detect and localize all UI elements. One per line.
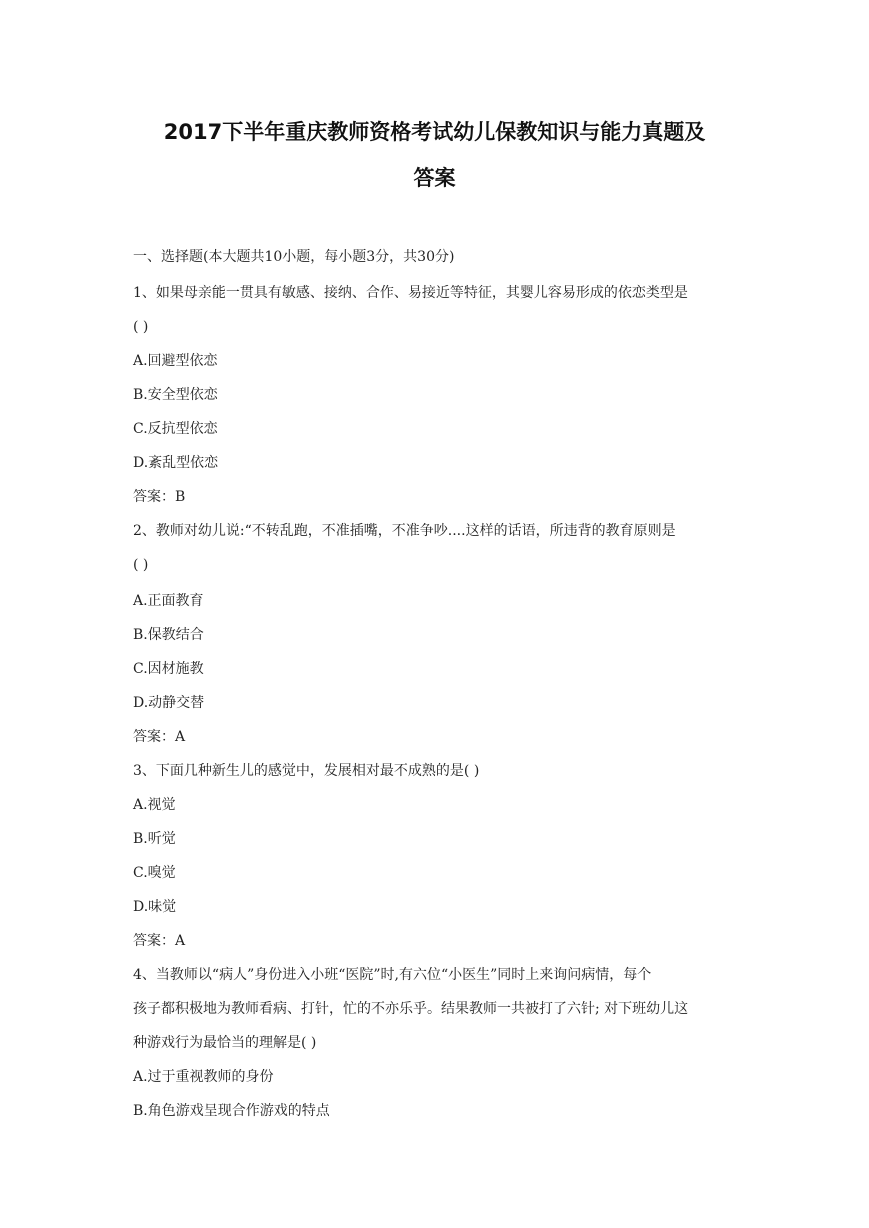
question-3-option-b: B.听觉 <box>133 831 176 847</box>
question-2-option-b: B.保教结合 <box>133 627 204 643</box>
question-1-option-b: B.安全型依恋 <box>133 387 218 403</box>
question-4-option-b: B.角色游戏呈现合作游戏的特点 <box>133 1103 330 1119</box>
document-title-line-2: 答案 <box>413 166 456 190</box>
question-1-stem-line-1: 1、如果母亲能一贯具有敏感、接纳、合作、易接近等特征，其婴儿容易形成的依恋类型是 <box>133 285 688 301</box>
question-1-answer: 答案：B <box>133 489 186 505</box>
question-4-stem-line-2: 孩子都积极地为教师看病、打针，忙的不亦乐乎。结果教师一共被打了六针; 对下班幼儿这 <box>133 1001 689 1017</box>
question-4-stem-line-1: 4、当教师以“病人”身份进入小班“医院”时,有六位“小医生”同时上来询问病情，每个 <box>133 967 652 983</box>
question-1-stem-line-2: ( ) <box>133 319 149 335</box>
question-3-option-d: D.味觉 <box>133 899 177 915</box>
question-4-stem-line-3: 种游戏行为最恰当的理解是( ) <box>133 1035 317 1051</box>
document-title-line-1: 2017下半年重庆教师资格考试幼儿保教知识与能力真题及 <box>163 120 706 144</box>
question-3-option-c: C.嗅觉 <box>133 865 176 881</box>
question-2-stem-line-2: ( ) <box>133 557 149 573</box>
section-header: 一、选择题(本大题共10小题，每小题3分，共30分) <box>133 249 455 265</box>
question-1-option-a: A.回避型依恋 <box>133 353 218 369</box>
question-1-option-d: D.紊乱型依恋 <box>133 455 219 471</box>
question-1-option-c: C.反抗型依恋 <box>133 421 218 437</box>
question-4-option-a: A.过于重视教师的身份 <box>133 1069 274 1085</box>
question-2-option-c: C.因材施教 <box>133 661 204 677</box>
question-2-option-a: A.正面教育 <box>133 593 204 609</box>
question-3-answer: 答案：A <box>133 933 186 949</box>
question-2-answer: 答案：A <box>133 729 186 745</box>
question-2-stem-line-1: 2、教师对幼儿说:“不转乱跑，不准插嘴，不准争吵....这样的话语，所违背的教育原则是 <box>133 523 676 539</box>
question-3-option-a: A.视觉 <box>133 797 176 813</box>
question-2-option-d: D.动静交替 <box>133 695 205 711</box>
question-3-stem-line-1: 3、下面几种新生儿的感觉中，发展相对最不成熟的是( ) <box>133 763 480 779</box>
